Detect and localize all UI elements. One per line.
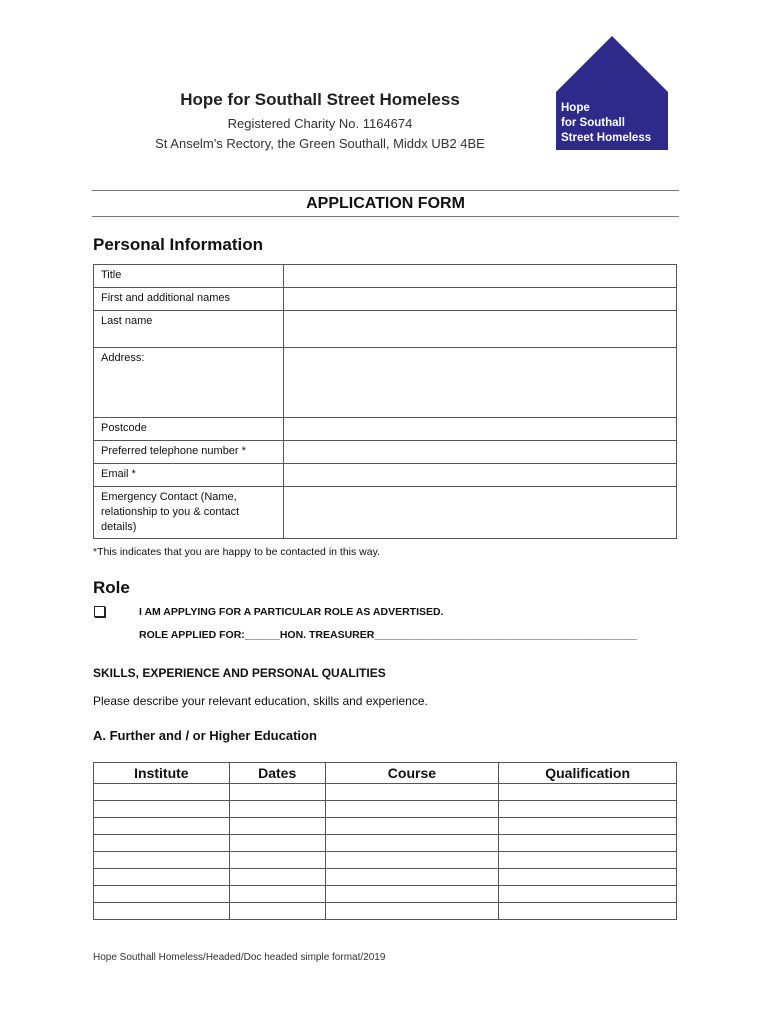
- title-top-rule: [92, 190, 679, 191]
- field-input-address[interactable]: [284, 348, 677, 418]
- field-label-first-names: First and additional names: [94, 288, 284, 311]
- education-cell-qualification[interactable]: [499, 886, 677, 903]
- education-cell-institute[interactable]: [94, 903, 230, 920]
- role-applied-for-value[interactable]: ______HON. TREASURER_____________________________________________: [244, 629, 638, 641]
- education-cell-qualification[interactable]: [499, 784, 677, 801]
- column-header-course: Course: [325, 763, 499, 784]
- education-cell-qualification[interactable]: [499, 835, 677, 852]
- role-heading: Role: [93, 578, 130, 597]
- footer-reference: Hope Southall Homeless/Headed/Doc headed simple format/2019: [93, 952, 386, 963]
- field-input-title[interactable]: [284, 265, 677, 288]
- education-table-body: [94, 784, 677, 920]
- role-applied-for-label: ROLE APPLIED FOR:: [139, 629, 245, 641]
- table-row: [94, 903, 677, 920]
- table-row: [94, 265, 677, 288]
- table-row: [94, 886, 677, 903]
- education-cell-course[interactable]: [325, 903, 499, 920]
- logo-text-line: for Southall: [561, 117, 625, 129]
- table-row: [94, 818, 677, 835]
- column-header-institute: Institute: [94, 763, 230, 784]
- education-cell-course[interactable]: [325, 852, 499, 869]
- education-cell-institute[interactable]: [94, 852, 230, 869]
- education-cell-dates[interactable]: [229, 818, 325, 835]
- table-row: [94, 311, 677, 348]
- education-cell-course[interactable]: [325, 784, 499, 801]
- personal-info-table: [93, 264, 677, 539]
- field-label-emergency-contact: Emergency Contact (Name, relationship to you & contact details): [94, 487, 284, 539]
- skills-heading: SKILLS, EXPERIENCE AND PERSONAL QUALITIES: [93, 666, 386, 680]
- table-row: [94, 348, 677, 418]
- skills-description: Please describe your relevant education, skills and experience.: [93, 694, 428, 708]
- education-cell-qualification[interactable]: [499, 869, 677, 886]
- table-row: [94, 418, 677, 441]
- table-header-row: [94, 763, 677, 784]
- logo-text-line: Street Homeless: [561, 132, 652, 144]
- field-input-email[interactable]: [284, 464, 677, 487]
- field-label-telephone: Preferred telephone number *: [94, 441, 284, 464]
- particular-role-checkbox[interactable]: [94, 606, 105, 617]
- table-row: [94, 784, 677, 801]
- education-cell-institute[interactable]: [94, 784, 230, 801]
- field-input-first-names[interactable]: [284, 288, 677, 311]
- organisation-address: St Anselm’s Rectory, the Green Southall, Middx UB2 4BE: [155, 136, 485, 151]
- education-cell-course[interactable]: [325, 886, 499, 903]
- education-cell-institute[interactable]: [94, 886, 230, 903]
- education-cell-qualification[interactable]: [499, 852, 677, 869]
- education-cell-institute[interactable]: [94, 801, 230, 818]
- logo-text-line: Hope: [561, 102, 590, 114]
- table-row: [94, 441, 677, 464]
- contact-note: *This indicates that you are happy to be contacted in this way.: [93, 546, 380, 558]
- education-cell-dates[interactable]: [229, 852, 325, 869]
- field-label-last-name: Last name: [94, 311, 284, 348]
- field-label-title: Title: [94, 265, 284, 288]
- education-cell-dates[interactable]: [229, 801, 325, 818]
- form-title: APPLICATION FORM: [306, 195, 465, 212]
- table-row: [94, 288, 677, 311]
- field-input-emergency-contact[interactable]: [284, 487, 677, 539]
- charity-number: Registered Charity No. 1164674: [227, 116, 413, 131]
- education-heading: A. Further and / or Higher Education: [93, 728, 317, 743]
- education-cell-dates[interactable]: [229, 784, 325, 801]
- table-row: [94, 852, 677, 869]
- column-header-qualification: Qualification: [499, 763, 677, 784]
- field-input-postcode[interactable]: [284, 418, 677, 441]
- field-label-email: Email *: [94, 464, 284, 487]
- title-bottom-rule: [92, 216, 679, 217]
- field-label-postcode: Postcode: [94, 418, 284, 441]
- personal-info-heading: Personal Information: [93, 235, 264, 254]
- table-row: [94, 801, 677, 818]
- role-applied-for: [139, 629, 637, 641]
- education-cell-dates[interactable]: [229, 835, 325, 852]
- education-cell-dates[interactable]: [229, 886, 325, 903]
- column-header-dates: Dates: [229, 763, 325, 784]
- logo-text: [561, 101, 667, 146]
- table-row: [94, 464, 677, 487]
- education-cell-course[interactable]: [325, 869, 499, 886]
- education-cell-institute[interactable]: [94, 835, 230, 852]
- education-table: [93, 762, 677, 920]
- particular-role-text: I AM APPLYING FOR A PARTICULAR ROLE AS ADVERTISED.: [139, 606, 444, 618]
- education-cell-institute[interactable]: [94, 818, 230, 835]
- field-input-last-name[interactable]: [284, 311, 677, 348]
- education-cell-course[interactable]: [325, 818, 499, 835]
- education-cell-institute[interactable]: [94, 869, 230, 886]
- table-row: [94, 869, 677, 886]
- education-cell-course[interactable]: [325, 835, 499, 852]
- education-cell-qualification[interactable]: [499, 801, 677, 818]
- education-cell-dates[interactable]: [229, 869, 325, 886]
- field-label-address: Address:: [94, 348, 284, 418]
- education-cell-qualification[interactable]: [499, 903, 677, 920]
- education-cell-qualification[interactable]: [499, 818, 677, 835]
- table-row: [94, 487, 677, 539]
- education-cell-dates[interactable]: [229, 903, 325, 920]
- table-row: [94, 835, 677, 852]
- field-input-telephone[interactable]: [284, 441, 677, 464]
- organisation-name: Hope for Southall Street Homeless: [180, 90, 460, 109]
- education-cell-course[interactable]: [325, 801, 499, 818]
